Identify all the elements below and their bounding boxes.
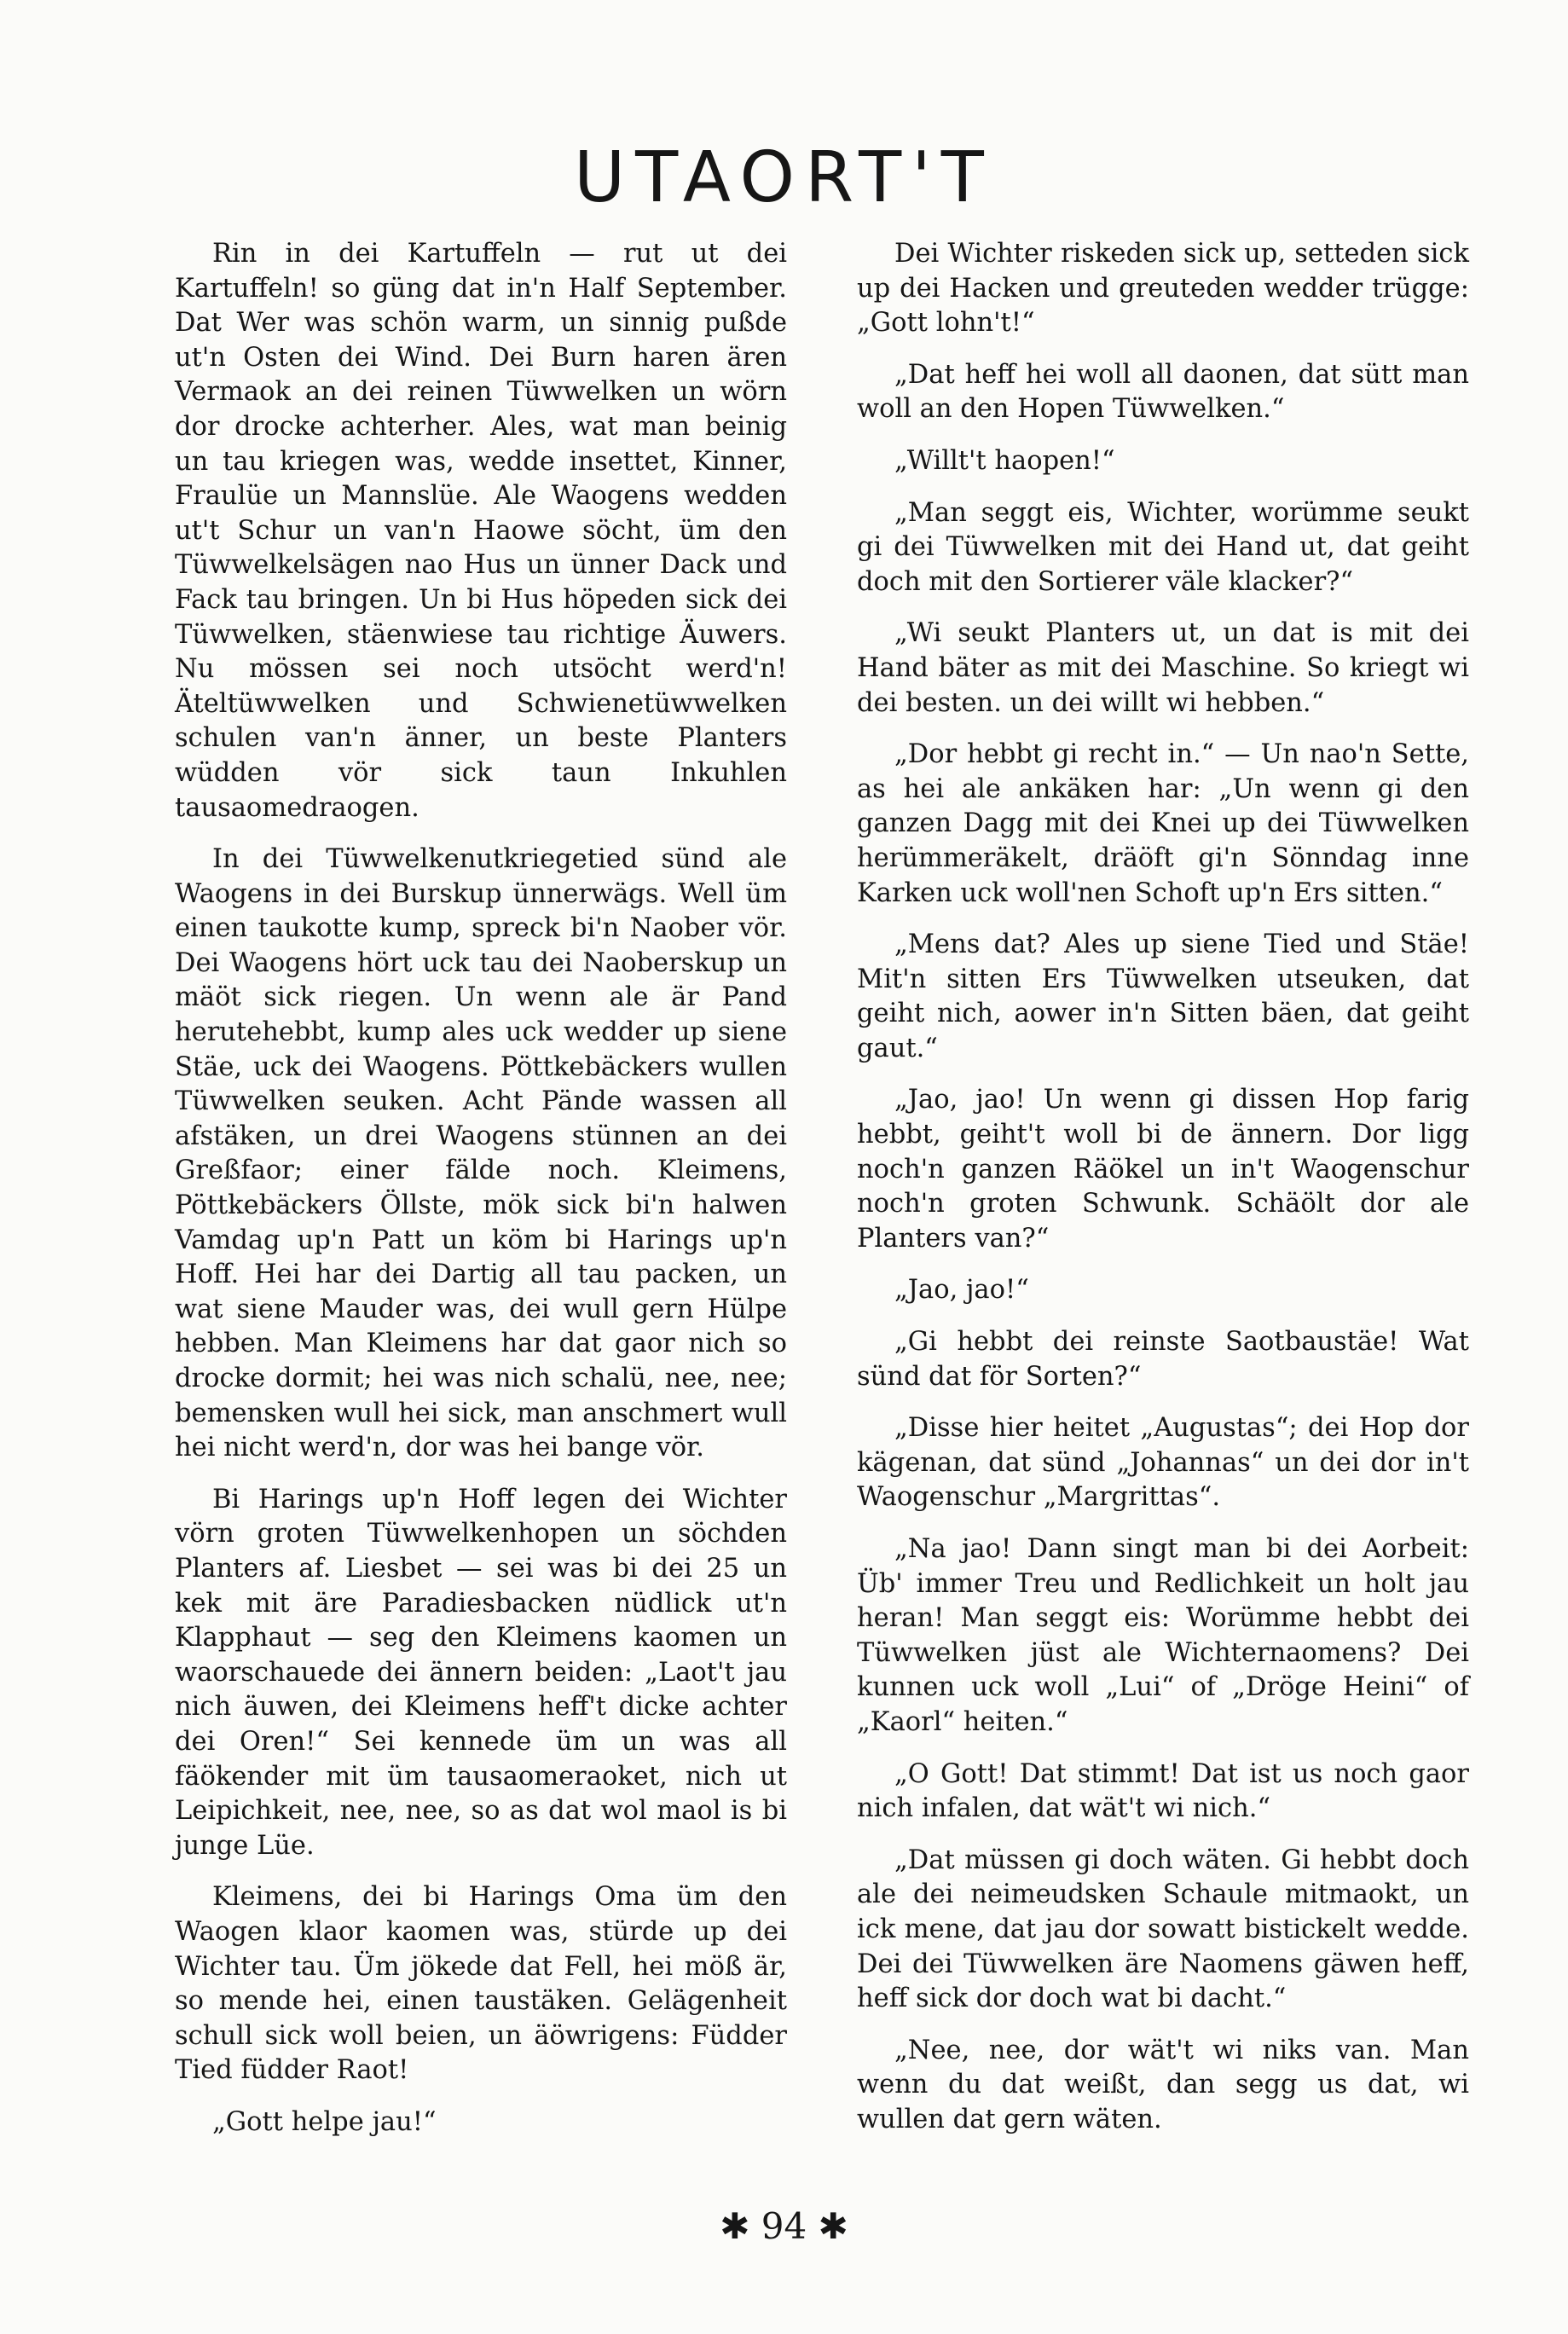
paragraph: „O Gott! Dat stimmt! Dat ist us noch gaor nich infalen, dat wät't wi nich.“ [857, 1758, 1469, 1824]
paragraph: „Dor hebbt gi recht in.“ — Un nao'n Sette, as hei ale ankäken har: „Un wenn gi den ganzen Dagg mit dei Knei up dei Tüwwelken herümmeräkelt, dräöft gi'n Sönndag inne Karken uck woll'nen Schoft up'n Ers sitten.“ [857, 739, 1469, 908]
paragraph: Rin in dei Kartuffeln — rut ut dei Kartuffeln! so güng dat in'n Half September. Dat Wer was schön warm, un sinnig pußde ut'n Osten dei Wind. Dei Burn haren ären Vermaok an dei reinen Tüwwelken un wörn dor drocke achterher. Ales, wat man beinig un tau kriegen was, wedde insettet, Kinner, Fraulüe un Mannslüe. Ale Waogens wedden ut't Schur un van'n Haowe söcht, üm den Tüwwelkelsägen nao Hus un ünner Dack und Fack tau bringen. Un bi Hus höpeden sick dei Tüwwelken, stäenwiese tau richtige Äuwers. Nu mössen sei noch utsöcht werd'n! Äteltüwwelken und Schwienetüwwelken schulen van'n änner, un beste Planters wüdden vör sick taun Inkuhlen tausaomedraogen. [175, 239, 787, 823]
paragraph: „Wi seukt Planters ut, un dat is mit dei Hand bäter as mit dei Maschine. So kriegt wi dei besten. un dei willt wi hebben.“ [857, 618, 1469, 718]
paragraph: „Man seggt eis, Wichter, worümme seukt gi dei Tüwwelken mit dei Hand ut, dat geiht doch mit den Sortierer väle klacker?“ [857, 497, 1469, 597]
paragraph: „Gott helpe jau!“ [212, 2106, 437, 2137]
paragraph: Kleimens, dei bi Harings Oma üm den Waogen klaor kaomen was, stürde up dei Wichter tau. Üm jökede dat Fell, hei möß är, so mende hei, einen taustäken. Gelägenheit schull sick woll beien, un äöwrigens: Füdder Tied füdder Raot! [175, 1882, 787, 2086]
paragraph: Dei Wichter riskeden sick up, setteden sick up dei Hacken und greuteden wedder trügge: „Gott lohn't!“ [857, 239, 1469, 339]
paragraph: „Na jao! Dann singt man bi dei Aorbeit: Üb' immer Treu und Redlichkeit un holt jau heran! Man seggt eis: Worümme hebbt dei Tüwwelken jüst ale Wichternaomens? Dei kunnen uck woll „Lui“ of „Dröge Heini“ of „Kaorl“ heiten.“ [857, 1534, 1469, 1737]
paragraph: „Mens dat? Ales up siene Tied und Stäe! Mit'n sitten Ers Tüwwelken utseuken, dat geiht nich, aower in'n Sitten bäen, dat geiht gaut.“ [857, 930, 1469, 1063]
paragraph: In dei Tüwwelkenutkriegetied sünd ale Waogens in dei Burskup ünnerwägs. Well üm einen taukotte kump, spreck bi'n Naober vör. Dei Waogens hört uck tau dei Naoberskup un mäöt sick riegen. Un wenn ale är Pand herutehebbt, kump ales uck wedder up siene Stäe, uck dei Waogens. Pöttkebäckers wullen Tüwwelken seuken. Acht Pände wassen all afstäken, un drei Waogens stünnen an dei Greßfaor; einer fälde noch. Kleimens, Pöttkebäckers Öllste, mök sick bi'n halwen Vamdag up'n Patt un köm bi Harings up'n Hoff. Hei har dei Dartig all tau packen, un wat siene Mauder was, dei wull gern Hülpe hebben. Man Kleimens har dat gaor nich so drocke dormit; hei was nich schalü, nee, nee; bemensken wull hei sick, man anschmert wull hei nicht werd'n, dor was hei bange vör. [175, 844, 787, 1463]
paragraph: „Dat müssen gi doch wäten. Gi hebbt doch ale dei neimeudsken Schaule mitmaokt, un ick mene, dat jau dor sowatt bistickelt wedde. Dei dei Tüwwelken äre Naomens gäwen heff, heff sick dor doch wat bi dacht.“ [857, 1845, 1469, 2014]
paragraph: Bi Harings up'n Hoff legen dei Wichter vörn groten Tüwwelkenhopen un söchden Planters af. Liesbet — sei was bi dei 25 un kek mit äre Paradiesbacken nüdlick ut'n Klapphaut — seg den Kleimens kaomen un waorschauede dei ännern beiden: „Laot't jau nich äuwen, dei Kleimens heff't dicke achter dei Oren!“ Sei kennede üm un was all fäökender mit üm tausaomeraoket, nich ut Leipichkeit, nee, nee, so as dat wol maol is bi junge Lüe. [175, 1484, 787, 1861]
paragraph: „Dat heff hei woll all daonen, dat sütt man woll an den Hopen Tüwwelken.“ [857, 359, 1469, 425]
paragraph: „Jao, jao! Un wenn gi dissen Hop farig hebbt, geiht't woll bi de ännern. Dor ligg noch'n ganzen Räökel un in't Waogenschur noch'n groten Schwunk. Schäölt dor ale Planters van?“ [857, 1085, 1469, 1254]
paragraph: „Willt't haopen!“ [894, 445, 1115, 476]
paragraph: „Nee, nee, dor wät't wi niks van. Man wenn du dat weißt, dan segg us dat, wi wullen dat gern wäten. [857, 2035, 1469, 2134]
page-number: ✱ 94 ✱ [720, 2205, 848, 2247]
right-column [857, 237, 1469, 2155]
page-title: UTAORT'T [574, 137, 994, 218]
paragraph: „Disse hier heitet „Augustas“; dei Hop dor kägenan, dat sünd „Johannas“ un dei dor in't Waogenschur „Margrittas“. [857, 1413, 1469, 1513]
paragraph: „Gi hebbt dei reinste Saotbaustäe! Wat sünd dat för Sorten?“ [857, 1327, 1469, 1392]
left-column [175, 237, 787, 2157]
paragraph: „Jao, jao!“ [894, 1275, 1029, 1306]
